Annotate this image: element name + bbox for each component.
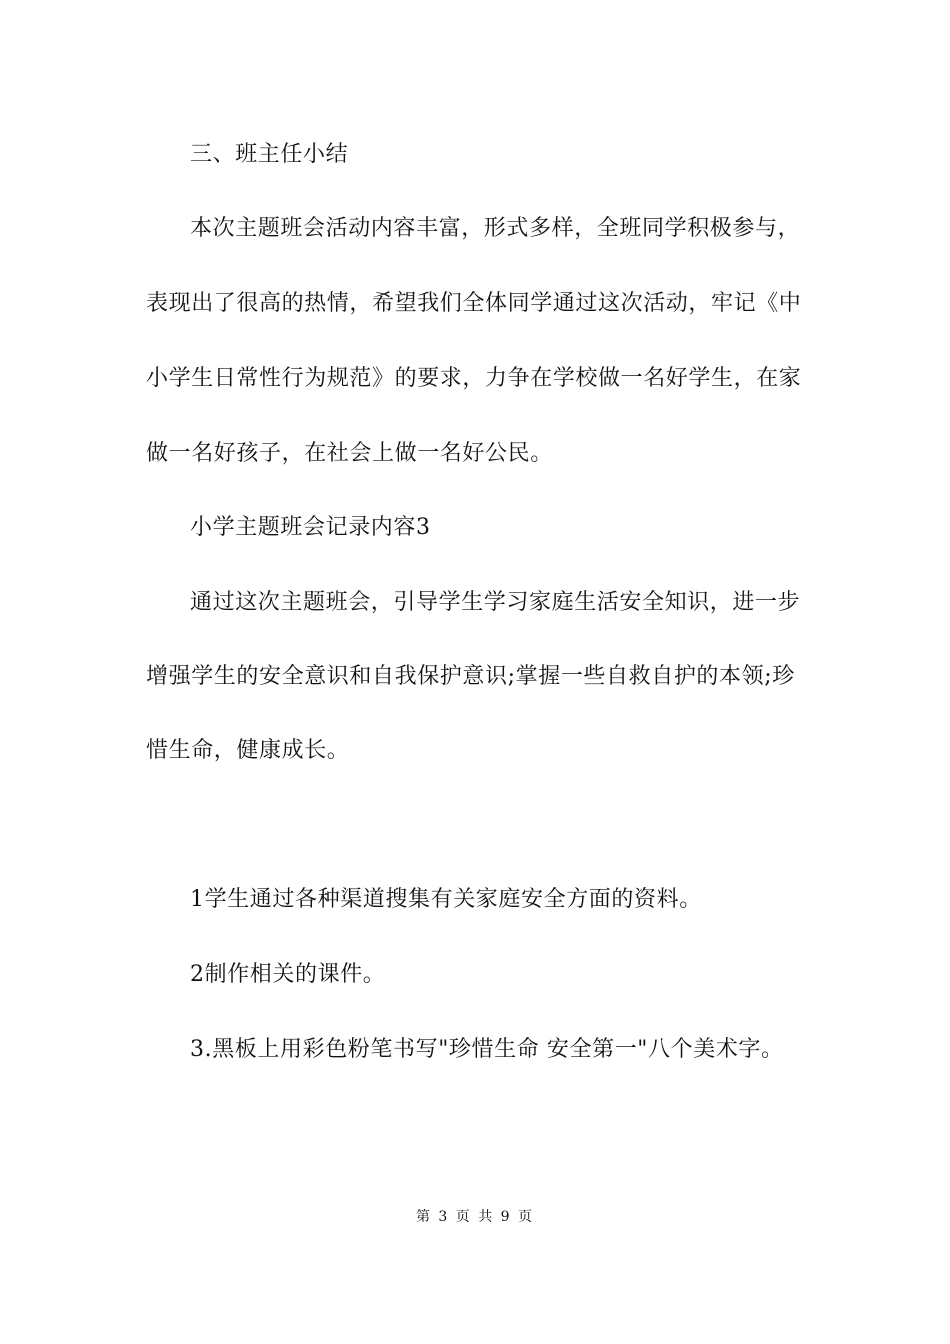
list-item: 1学生通过各种渠道搜集有关家庭安全方面的资料。 bbox=[190, 887, 702, 912]
paragraph-line: 表现出了很高的热情，希望我们全体同学通过这次活动，牢记《中 bbox=[146, 291, 802, 316]
section-heading-record3: 小学主题班会记录内容3 bbox=[190, 515, 431, 540]
section-heading-summary: 三、班主任小结 bbox=[190, 142, 349, 167]
paragraph-line: 增强学生的安全意识和自我保护意识;掌握一些自救自护的本领;珍 bbox=[146, 664, 795, 689]
paragraph-line: 做一名好孩子，在社会上做一名好公民。 bbox=[146, 441, 553, 466]
list-item: 3.黑板上用彩色粉笔书写"珍惜生命 安全第一"八个美术字。 bbox=[190, 1037, 784, 1062]
paragraph-line: 惜生命，健康成长。 bbox=[146, 738, 350, 763]
page-number-footer: 第 3 页 共 9 页 bbox=[415, 1209, 535, 1225]
paragraph-line: 通过这次主题班会，引导学生学习家庭生活安全知识，进一步 bbox=[190, 590, 801, 615]
paragraph-line: 小学生日常性行为规范》的要求，力争在学校做一名好学生，在家 bbox=[146, 366, 802, 391]
paragraph-line: 本次主题班会活动内容丰富，形式多样，全班同学积极参与， bbox=[190, 216, 801, 241]
list-item: 2制作相关的课件。 bbox=[190, 962, 386, 987]
